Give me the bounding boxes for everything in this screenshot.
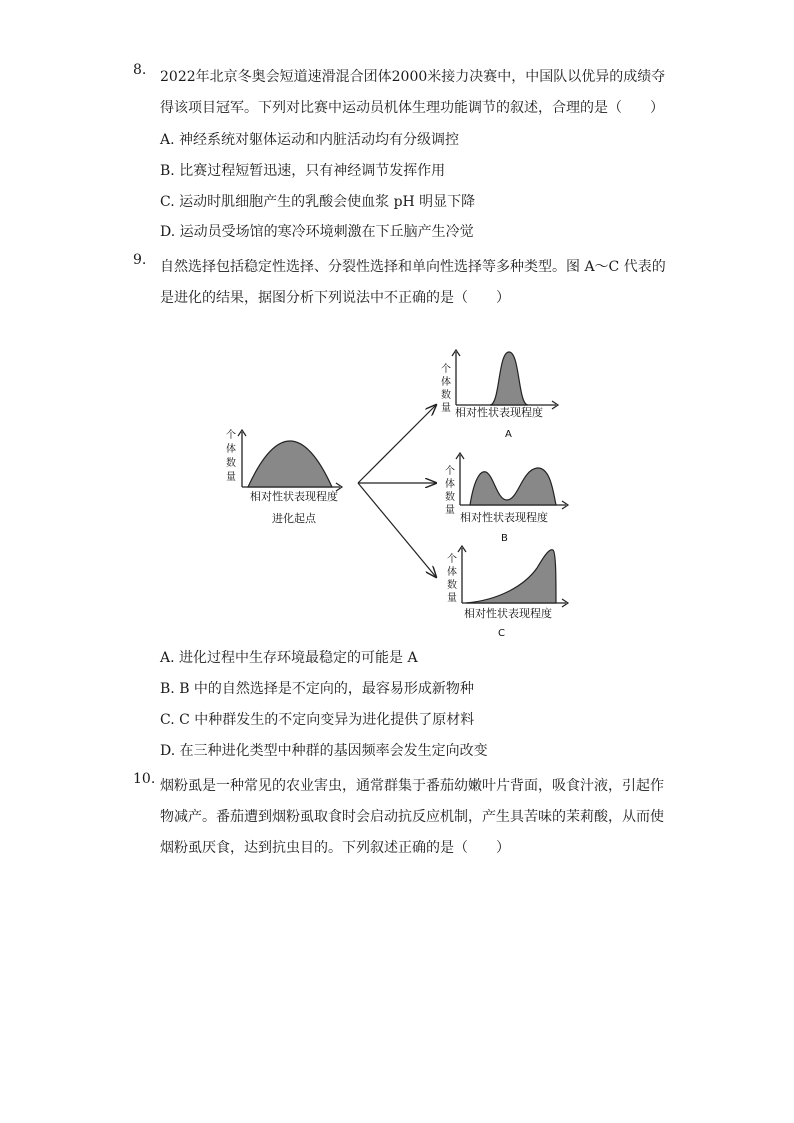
question-number: 10. bbox=[133, 771, 156, 787]
q8-option-a: A. 神经系统对躯体运动和内脏活动均有分级调控 bbox=[160, 132, 460, 148]
svg-text:体: 体 bbox=[441, 377, 451, 388]
svg-text:量: 量 bbox=[441, 403, 451, 414]
y-axis-label: 个 bbox=[226, 430, 236, 441]
q8-option-c: C. 运动时肌细胞产生的乳酸会使血浆 pH 明显下降 bbox=[160, 194, 476, 210]
svg-text:数: 数 bbox=[447, 580, 457, 591]
svg-text:体: 体 bbox=[445, 479, 455, 490]
svg-text:个: 个 bbox=[447, 554, 457, 565]
svg-text:数: 数 bbox=[445, 492, 455, 503]
question-number: 8. bbox=[133, 62, 147, 78]
q9-option-b: B. B 中的自然选择是不定向的，最容易形成新物种 bbox=[160, 681, 474, 697]
question-10 bbox=[133, 771, 668, 864]
svg-text:量: 量 bbox=[445, 505, 455, 516]
question-stem: 烟粉虱是一种常见的农业害虫，通常群集于番茄幼嫩叶片背面，吸食汁液，引起作物减产。番茄遭到烟粉虱取食时会启动抗反应机制，产生具苦味的茉莉酸，从而使烟粉虱厌食，达到抗虫目的。下列叙述正确的是（ ） bbox=[160, 778, 664, 856]
svg-text:相对性状表现程度: 相对性状表现程度 bbox=[455, 406, 543, 419]
svg-text:量: 量 bbox=[447, 593, 457, 604]
q8-option-b: B. 比赛过程短暂迅速，只有神经调节发挥作用 bbox=[160, 163, 446, 179]
svg-text:数: 数 bbox=[441, 390, 451, 401]
q9-option-a: A. 进化过程中生存环境最稳定的可能是 A bbox=[160, 650, 418, 666]
start-graph bbox=[226, 428, 342, 525]
x-axis-label: 相对性状表现程度 bbox=[250, 490, 338, 503]
svg-text:相对性状表现程度: 相对性状表现程度 bbox=[460, 511, 548, 524]
directional-curve bbox=[466, 550, 556, 603]
question-number: 9. bbox=[133, 252, 147, 268]
panel-b-label: B bbox=[501, 533, 508, 544]
panel-a-graph bbox=[441, 350, 558, 440]
panel-a-label: A bbox=[505, 429, 512, 440]
svg-text:量: 量 bbox=[226, 472, 236, 483]
svg-text:个: 个 bbox=[441, 364, 451, 375]
q9-option-c: C. C 中种群发生的不定向变异为进化提供了原材料 bbox=[160, 712, 475, 728]
panel-c-graph bbox=[447, 546, 568, 639]
question-stem: 自然选择包括稳定性选择、分裂性选择和单向性选择等多种类型。图 A～C 代表的是进化的结果，据图分析下列说法中不正确的是（ ） bbox=[160, 259, 666, 306]
svg-text:数: 数 bbox=[226, 458, 236, 469]
svg-text:相对性状表现程度: 相对性状表现程度 bbox=[464, 607, 552, 620]
svg-text:个: 个 bbox=[445, 466, 455, 477]
q9-option-d: D. 在三种进化类型中种群的基因频率会发生定向改变 bbox=[160, 743, 488, 759]
stabilizing-curve bbox=[490, 352, 528, 405]
question-stem: 2022年北京冬奥会短道速滑混合团体2000米接力决赛中，中国队以优异的成绩夺得该项目冠军。下列对比赛中运动员机体生理功能调节的叙述，合理的是（ ） bbox=[160, 69, 666, 116]
panel-b-graph bbox=[445, 453, 568, 544]
evolution-arrows bbox=[358, 405, 436, 577]
q8-option-d: D. 运动员受场馆的寒冷环境刺激在下丘脑产生冷觉 bbox=[160, 224, 474, 240]
normal-distribution-curve bbox=[248, 441, 332, 487]
svg-text:体: 体 bbox=[226, 444, 236, 455]
start-label: 进化起点 bbox=[272, 512, 316, 525]
panel-c-label: C bbox=[498, 628, 505, 639]
disruptive-curve bbox=[470, 468, 556, 505]
svg-text:体: 体 bbox=[447, 567, 457, 578]
